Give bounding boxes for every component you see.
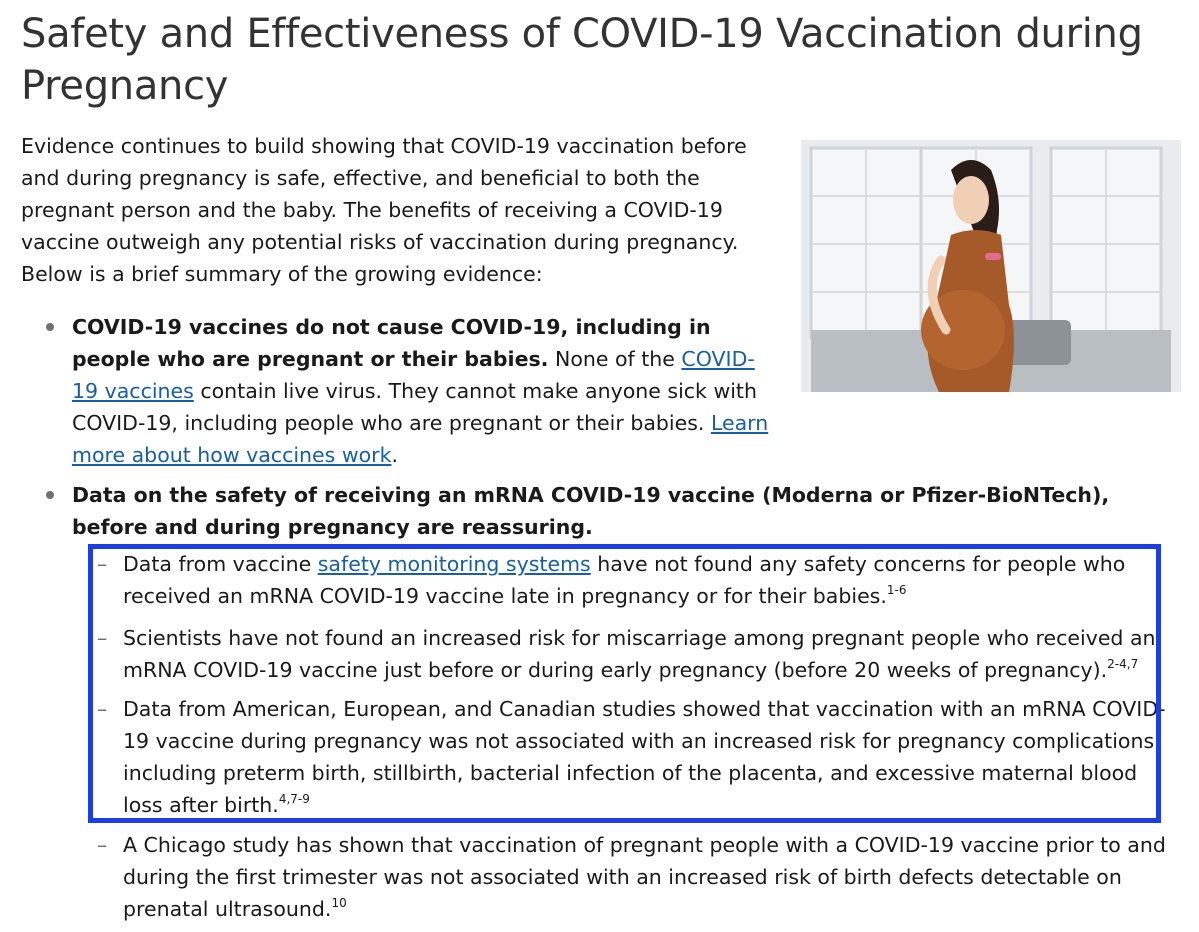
dash-marker: –: [97, 833, 108, 857]
safety-monitoring-link[interactable]: safety monitoring systems: [317, 552, 591, 576]
covid-vaccines-link[interactable]: COVID-19 vaccines: [72, 347, 755, 403]
sub-item-text: Scientists have not found an increased risk for miscarriage among pregnant people who received an mRNA COVID-19 vaccine just before or during early pregnancy (before 20 weeks of pregnancy).: [123, 626, 1156, 682]
citation: 4,7-9: [278, 792, 310, 806]
bullet-bold-text: COVID-19 vaccines do not cause COVID-19, including in people who are pregnant or their babies.: [72, 315, 711, 371]
sub-item-text: have not found any safety concerns for people who received an mRNA COVID-19 vaccine late in pregnancy or for their babies.: [123, 552, 1126, 608]
bullet-text: None of the: [548, 347, 682, 371]
dash-marker: –: [97, 626, 108, 650]
bullet-dot: [46, 323, 54, 331]
page-title: Safety and Effectiveness of COVID-19 Vaccination during Pregnancy: [21, 11, 1143, 109]
bullet-item-vaccines-no-covid: [72, 311, 772, 471]
citation: 1-6: [886, 583, 907, 597]
dash-marker: –: [97, 697, 108, 721]
intro-paragraph: Evidence continues to build showing that COVID-19 vaccination before and during pregnancy is safe, effective, and beneficial to both the pregnant person and the baby. The benefits of receiving a COVID-19 vaccine outweigh any potential risks of vaccination during pregnancy. Below is a brief summary of the growing evidence:: [21, 134, 747, 286]
dash-marker: –: [97, 552, 108, 576]
bullet-text: contain live virus. They cannot make anyone sick with COVID-19, including people who are pregnant or their babies.: [72, 379, 757, 435]
bullet-item-mrna-safety: [72, 479, 1162, 543]
sub-item-text: Data from vaccine: [123, 552, 318, 576]
citation: 2-4,7: [1107, 657, 1139, 671]
citation: 10: [331, 896, 347, 910]
bullet-bold-text: Data on the safety of receiving an mRNA COVID-19 vaccine (Moderna or Pfizer-BioNTech), before and during pregnancy are reassuring.: [72, 483, 1110, 539]
learn-more-link[interactable]: Learn more about how vaccines work: [72, 411, 769, 467]
highlight-box: [88, 544, 1161, 823]
bullet-text: .: [391, 443, 398, 467]
sub-item-text: A Chicago study has shown that vaccination of pregnant people with a COVID-19 vaccine prior to and during the first trimester was not associated with an increased risk of birth defects detectable on prenatal ultrasound.: [123, 833, 1166, 921]
bullet-dot: [46, 491, 54, 499]
sub-item-birth-defects: [97, 829, 1183, 925]
pregnant-person-photo: [801, 140, 1181, 392]
sub-item-text: Data from American, European, and Canadian studies showed that vaccination with an mRNA COVID-19 vaccine during pregnancy was not associated with an increased risk for pregnancy complications, including preterm birth, stillbirth, bacterial infection of the placenta, and excessive maternal blood loss after birth.: [123, 697, 1166, 817]
